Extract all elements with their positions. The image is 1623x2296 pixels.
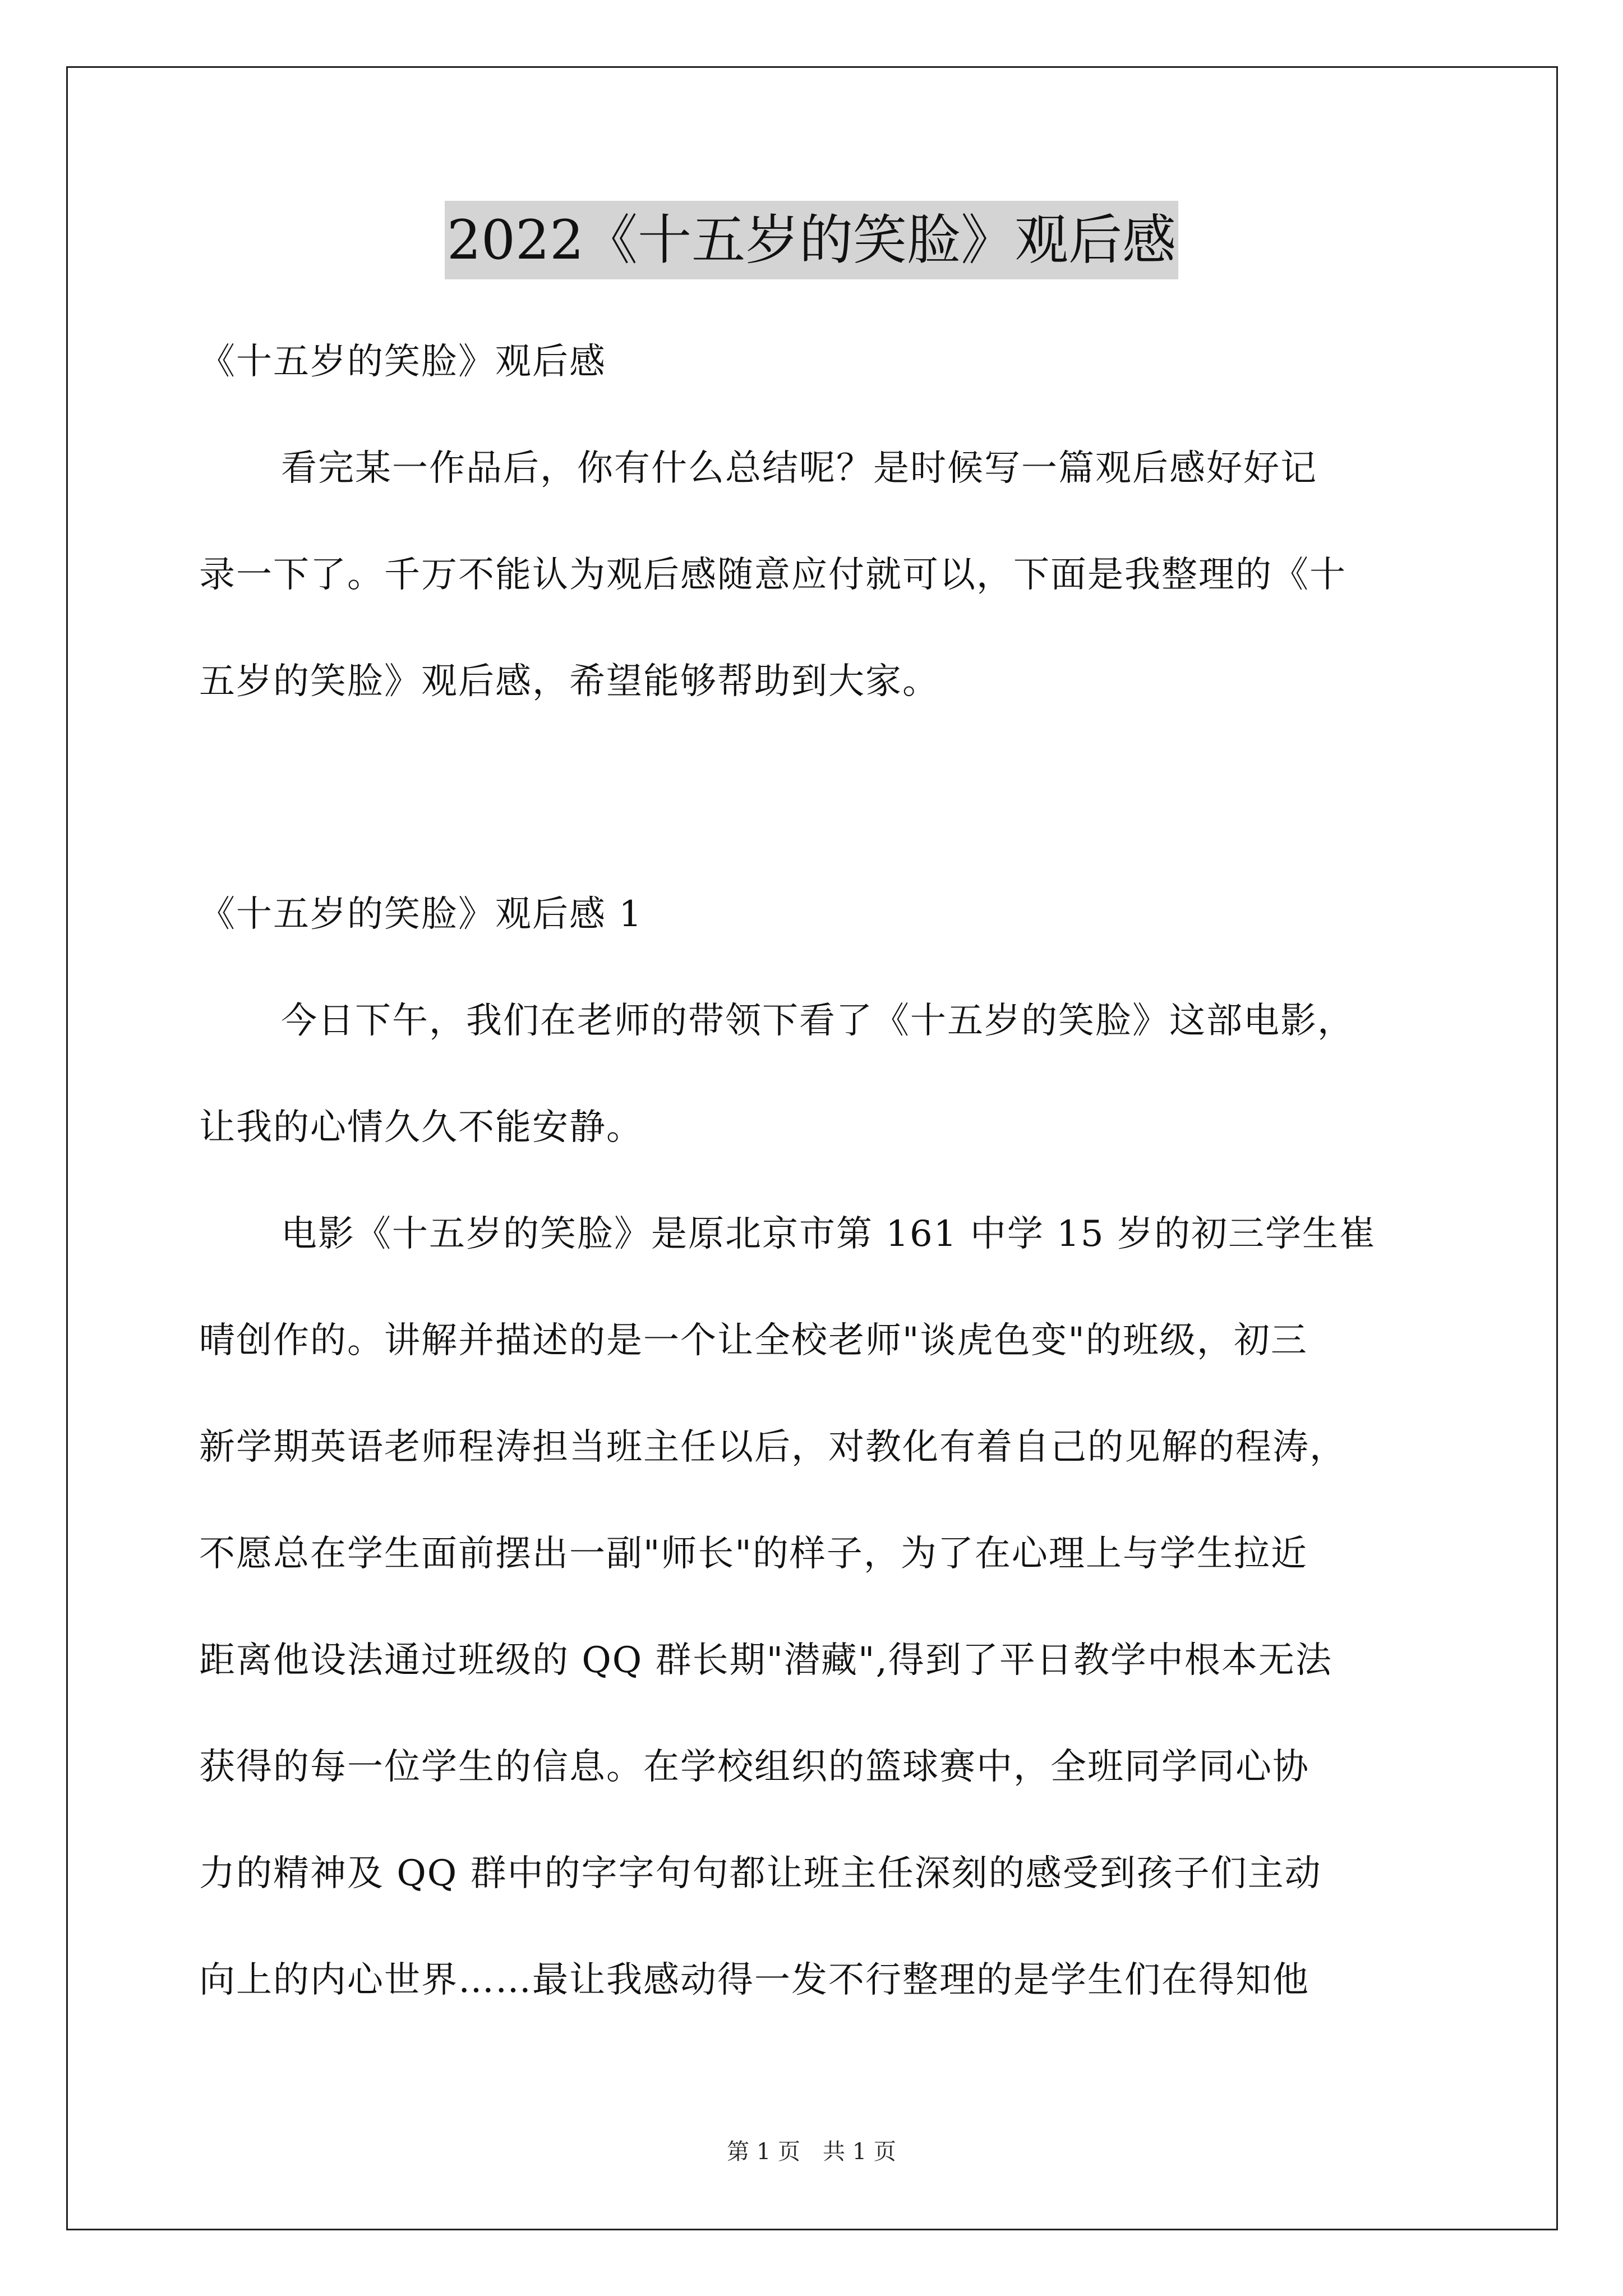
paragraph-line: 晴创作的。讲解并描述的是一个让全校老师"谈虎色变"的班级，初三 — [199, 1320, 1308, 1361]
title-container — [0, 201, 1623, 279]
paragraph-line: 新学期英语老师程涛担当班主任以后，对教化有着自己的见解的程涛， — [199, 1427, 1347, 1468]
paragraph-line: 向上的内心世界……最让我感动得一发不行整理的是学生们在得知他 — [199, 1959, 1310, 2001]
section-heading: 《十五岁的笑脸》观后感 1 — [199, 894, 643, 935]
paragraph-line: 让我的心情久久不能安静。 — [199, 1107, 643, 1148]
paragraph-line: 距离他设法通过班级的 QQ 群长期"潜藏",得到了平日教学中根本无法 — [199, 1640, 1332, 1681]
paragraph-line: 电影《十五岁的笑脸》是原北京市第 161 中学 15 岁的初三学生崔 — [281, 1213, 1376, 1255]
document-title: 2022《十五岁的笑脸》观后感 — [445, 201, 1178, 279]
page-footer: 第 1 页 共 1 页 — [727, 2139, 896, 2165]
paragraph-line: 今日下午，我们在老师的带领下看了《十五岁的笑脸》这部电影， — [281, 1000, 1354, 1042]
paragraph-line: 看完某一作品后，你有什么总结呢？是时候写一篇观后感好好记 — [281, 448, 1317, 489]
paragraph-line: 力的精神及 QQ 群中的字字句句都让班主任深刻的感受到孩子们主动 — [199, 1853, 1322, 1894]
paragraph-line: 录一下了。千万不能认为观后感随意应付就可以，下面是我整理的《十 — [199, 554, 1347, 596]
section-heading: 《十五岁的笑脸》观后感 — [199, 341, 606, 383]
paragraph-line: 五岁的笑脸》观后感，希望能够帮助到大家。 — [199, 661, 939, 702]
paragraph-line: 不愿总在学生面前摆出一副"师长"的样子，为了在心理上与学生拉近 — [199, 1533, 1308, 1575]
paragraph-line: 获得的每一位学生的信息。在学校组织的篮球赛中，全班同学同心协 — [199, 1746, 1310, 1788]
